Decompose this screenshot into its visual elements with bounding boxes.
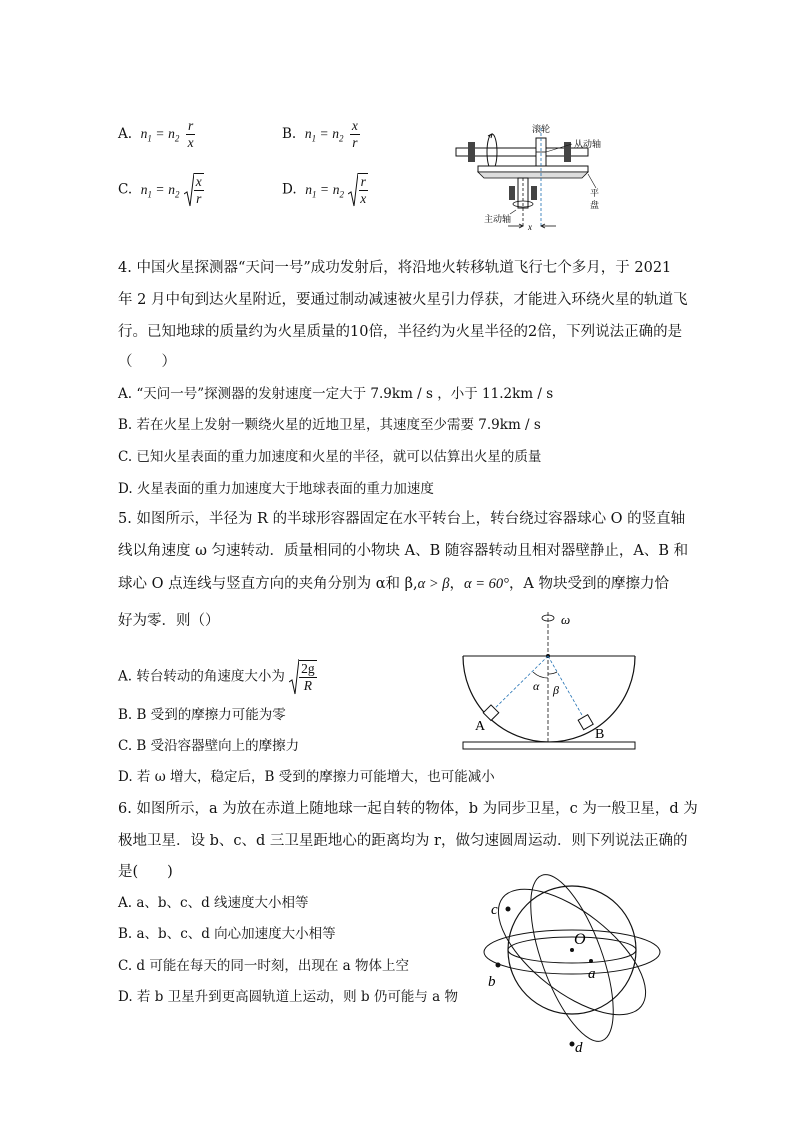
friction-drive-figure bbox=[448, 118, 628, 233]
q4-stem-line-2: 年 2 月中旬到达火星附近，要通过制动减速被火星引力俘获，才能进入环绕火星的轨道飞 bbox=[118, 292, 688, 308]
q6-option-a[interactable]: A. a、b、c、d 线速度大小相等 bbox=[118, 895, 309, 911]
equals: = bbox=[320, 181, 329, 197]
sub: 1 bbox=[147, 133, 152, 144]
q3-option-a[interactable] bbox=[118, 118, 198, 151]
q3-option-d[interactable] bbox=[282, 172, 368, 208]
var-n: n bbox=[140, 126, 148, 141]
q4-stem-line-3: 行。已知地球的质量约为火星质量的10倍，半径约为火星半径的2倍，下列说法正确的是 bbox=[118, 324, 683, 340]
q4-option-a[interactable]: A. “天问一号”探测器的发射速度一定大于 7.9km / s ，小于 11.2km / s bbox=[118, 386, 554, 402]
var-n: n bbox=[168, 181, 175, 197]
square-root bbox=[289, 658, 317, 696]
bowl-arc bbox=[463, 656, 635, 742]
q4-option-d[interactable]: D. 火星表面的重力加速度大于地球表面的重力加速度 bbox=[118, 481, 434, 497]
label-roller: 滚轮 bbox=[532, 124, 551, 134]
label-plate-1: 平 bbox=[590, 188, 600, 198]
fraction bbox=[350, 118, 360, 151]
denominator: x bbox=[360, 191, 367, 206]
numerator: x bbox=[195, 174, 202, 189]
hemisphere-figure bbox=[455, 608, 645, 756]
option-key: C. bbox=[118, 181, 133, 198]
point-b bbox=[496, 963, 501, 968]
label-alpha: α bbox=[533, 679, 540, 693]
line-oa bbox=[491, 656, 548, 712]
q5-option-c[interactable]: C. B 受沿容器壁向上的摩擦力 bbox=[118, 738, 300, 754]
denominator: r bbox=[352, 135, 358, 150]
label-a: a bbox=[588, 966, 596, 982]
option-key: A. bbox=[118, 126, 133, 142]
fraction bbox=[186, 118, 196, 151]
denominator: x bbox=[187, 135, 194, 150]
q4-answer-blank: （ ） bbox=[118, 354, 176, 370]
q6-option-d[interactable]: D. 若 b 卫星升到更高圆轨道上运动，则 b 仍可能与 a 物 bbox=[118, 989, 459, 1005]
label-x: x bbox=[528, 222, 532, 232]
sub: 1 bbox=[147, 189, 152, 200]
q6-stem-line-3: 是( ) bbox=[118, 864, 173, 880]
label-b: B bbox=[595, 727, 605, 742]
sub: 2 bbox=[174, 189, 180, 200]
sub: 2 bbox=[339, 133, 344, 144]
sub: 2 bbox=[174, 133, 180, 144]
square-root bbox=[348, 172, 368, 208]
orbit-d bbox=[514, 865, 631, 1051]
line3-pre: 球心 O 点连线与竖直方向的夹角分别为 α和 β, bbox=[118, 576, 418, 592]
q5-option-a[interactable] bbox=[118, 658, 317, 696]
label-o: O bbox=[574, 931, 586, 948]
bearing-left bbox=[468, 142, 475, 162]
q6-stem-line-2: 极地卫星．设 b、c、d 三卫星距地心的距离均为 r，做匀速圆周运动．则下列说法正确的 bbox=[118, 833, 688, 849]
line3-sep: ， bbox=[449, 576, 464, 592]
q5-option-b[interactable]: B. B 受到的摩擦力可能为零 bbox=[118, 707, 286, 723]
var-n: n bbox=[305, 181, 312, 197]
label-plate-2: 盘 bbox=[590, 200, 600, 210]
option-key: B. bbox=[282, 126, 297, 142]
q6-stem-line-1: 6. 如图所示，a 为放在赤道上随地球一起自转的物体，b 为同步卫星，c 为一般卫星，d 为 bbox=[118, 801, 698, 817]
sub: 1 bbox=[311, 133, 317, 144]
square-root bbox=[184, 172, 204, 208]
option-key: D. bbox=[282, 181, 297, 198]
block-a bbox=[483, 705, 499, 721]
q6-option-c[interactable]: C. d 可能在每天的同一时刻，出现在 a 物体上空 bbox=[118, 958, 409, 974]
q3-option-b[interactable] bbox=[282, 118, 362, 151]
option-a-text: A. 转台转动的角速度大小为 bbox=[118, 668, 285, 685]
label-a: A bbox=[475, 719, 486, 734]
var-n: n bbox=[332, 126, 340, 141]
satellite-orbits-figure bbox=[478, 862, 668, 1058]
denominator: R bbox=[303, 678, 313, 693]
q5-stem-line-1: 5. 如图所示，半径为 R 的半球形容器固定在水平转台上，转台绕过容器球心 O 的竖直轴 bbox=[118, 511, 686, 527]
point-c bbox=[506, 907, 511, 912]
var-n: n bbox=[332, 181, 340, 197]
numerator: x bbox=[351, 118, 358, 133]
turntable bbox=[463, 742, 635, 749]
label-d: d bbox=[575, 1040, 583, 1056]
q4-stem-line-1: 4. 中国火星探测器“天问一号”成功发射后，将沿地火转移轨道飞行七个多月，于 2021 bbox=[118, 260, 672, 276]
var-n: n bbox=[304, 126, 312, 141]
q5-option-d[interactable]: D. 若 ω 增大，稳定后，B 受到的摩擦力可能增大，也可能减小 bbox=[118, 769, 495, 785]
var-n: n bbox=[140, 181, 148, 197]
angle-alpha-value: α = 60° bbox=[463, 576, 509, 592]
q4-option-c[interactable]: C. 已知火星表面的重力加速度和火星的半径，就可以估算出火星的质量 bbox=[118, 449, 542, 465]
denominator: r bbox=[196, 191, 202, 206]
var-n: n bbox=[168, 126, 175, 141]
sub: 2 bbox=[339, 189, 344, 200]
numerator: r bbox=[188, 118, 194, 133]
line3-post: ，A 物块受到的摩擦力恰 bbox=[508, 576, 670, 592]
label-omega: ω bbox=[561, 612, 571, 627]
label-drive-shaft: 主动轴 bbox=[484, 214, 512, 224]
q6-option-b[interactable]: B. a、b、c、d 向心加速度大小相等 bbox=[118, 926, 336, 942]
label-b: b bbox=[488, 974, 496, 990]
equals: = bbox=[156, 126, 164, 141]
q5-stem-line-2: 线以角速度 ω 匀速转动．质量相同的小物块 A、B 随容器转动且相对器壁静止，A、B 和 bbox=[118, 543, 689, 559]
q5-stem-line-4: 好为零．则（） bbox=[118, 613, 220, 629]
q4-option-b[interactable]: B. 若在火星上发射一颗绕火星的近地卫星，其速度至少需要 7.9km / s bbox=[118, 417, 541, 433]
bearing-right bbox=[564, 142, 571, 162]
label-c: c bbox=[491, 902, 498, 918]
label-driven-shaft: 从动轴 bbox=[574, 139, 602, 149]
point-d bbox=[570, 1042, 575, 1047]
label-beta: β bbox=[553, 683, 559, 697]
equals: = bbox=[320, 126, 328, 141]
point-a bbox=[589, 959, 593, 963]
q5-stem-line-3 bbox=[118, 574, 669, 594]
q3-option-c[interactable] bbox=[118, 172, 204, 208]
block-b bbox=[578, 715, 593, 730]
numerator: r bbox=[360, 174, 366, 189]
plate bbox=[478, 166, 588, 172]
equals: = bbox=[156, 181, 164, 197]
angle-inequality: α > β bbox=[417, 576, 450, 592]
numerator: 2g bbox=[301, 661, 315, 676]
sub: 1 bbox=[311, 189, 317, 200]
center-o bbox=[570, 948, 574, 952]
